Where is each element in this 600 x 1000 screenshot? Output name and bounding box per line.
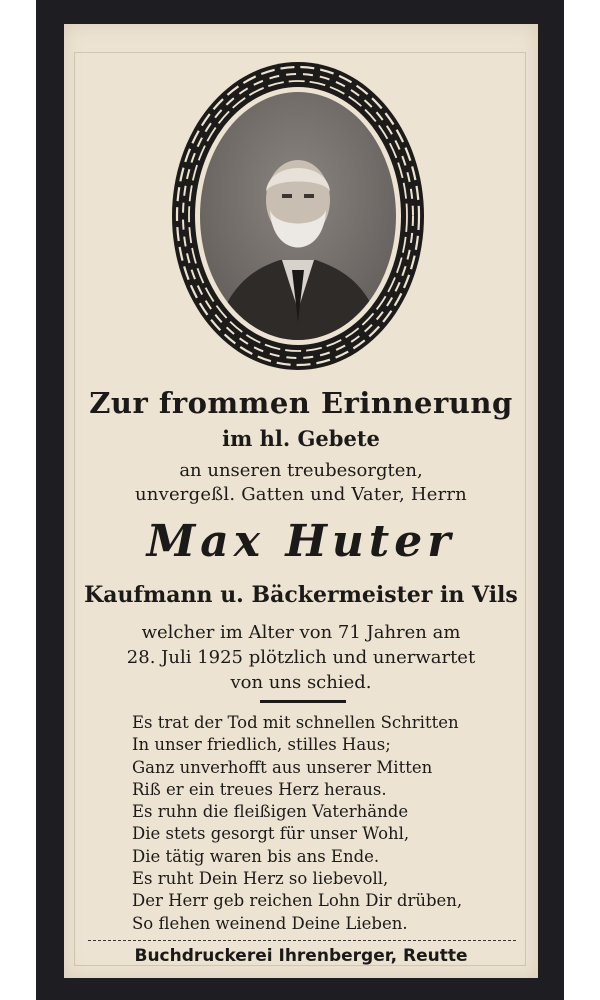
poem-block xyxy=(132,712,532,935)
poem-line: Es ruht Dein Herz so liebevoll, xyxy=(132,869,389,889)
portrait-frame xyxy=(170,60,426,372)
title-line: Zur frommen Erinnerung xyxy=(89,386,513,420)
poem-line: So flehen weinend Deine Lieben. xyxy=(132,913,408,933)
details-line-1: welcher im Alter von 71 Jahren am xyxy=(141,622,461,643)
portrait-oval-photo xyxy=(170,60,426,372)
dashed-separator xyxy=(88,940,516,941)
poem-line: Ganz unverhofft aus unserer Mitten xyxy=(132,757,433,777)
dedication-line-1: an unseren treubesorgten, xyxy=(179,460,423,481)
poem-line: Der Herr geb reichen Lohn Dir drüben, xyxy=(132,891,463,911)
memorial-card xyxy=(64,24,538,978)
details-line-2: 28. Juli 1925 plötzlich und unerwartet xyxy=(126,647,476,668)
poem-line: Es ruhn die fleißigen Vaterhände xyxy=(132,802,409,822)
poem-line: Riß er ein treues Herz heraus. xyxy=(132,779,387,799)
details-block xyxy=(64,620,538,695)
details-line-3: von uns schied. xyxy=(230,672,372,693)
dedication-line-2: unvergeßl. Gatten und Vater, Herrn xyxy=(135,484,467,505)
occupation-line: Kaufmann u. Bäckermeister in Vils xyxy=(84,582,518,608)
deceased-name: Max Huter xyxy=(146,516,456,567)
poem-line: Es trat der Tod mit schnellen Schritten xyxy=(132,713,459,732)
poem-line: Die stets gesorgt für unser Wohl, xyxy=(132,824,410,844)
divider-rule xyxy=(260,700,346,703)
poem-line: Die tätig waren bis ans Ende. xyxy=(132,846,380,866)
poem-line: In unser friedlich, stilles Haus; xyxy=(132,735,391,755)
printer-credit: Buchdruckerei Ihrenberger, Reutte xyxy=(134,946,468,966)
subtitle-line: im hl. Gebete xyxy=(222,426,380,451)
